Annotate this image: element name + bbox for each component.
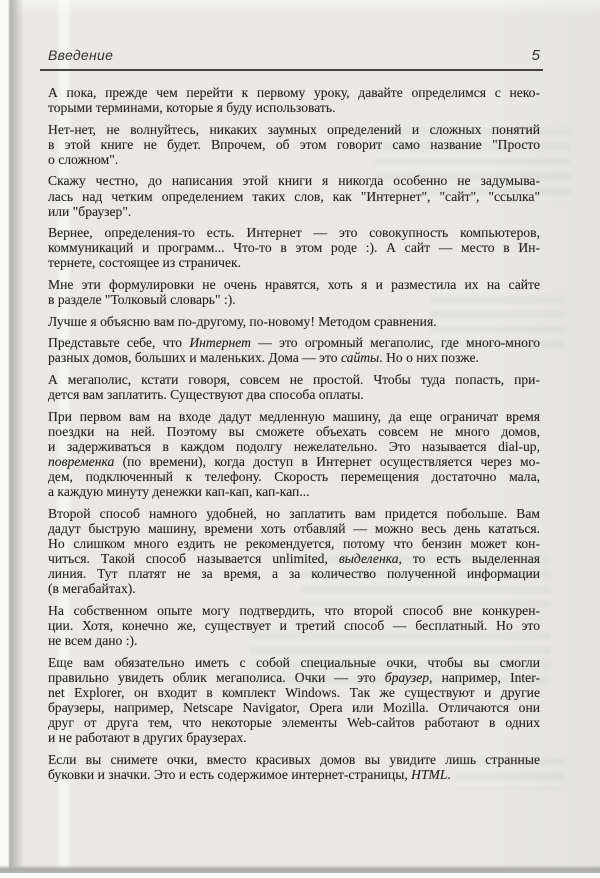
text-line: На собственном опыте могу подтвердить, что второй способ вне конкурен-: [48, 602, 540, 618]
text-line: Вернее, определения-то есть. Интернет — это совокупность компьютеров,: [48, 225, 540, 241]
text-line: лась над четким определением таких слов, как "Интернет", "сайт", "ссылка": [48, 188, 540, 204]
paragraph: [48, 655, 540, 746]
text-line: (в мегабайтах).: [48, 581, 136, 597]
text-line: браузеры, например, Netscape Navigator, Opera или Mozilla. Отличаются они: [48, 699, 540, 715]
text-line: Если вы снимете очки, вместо красивых домов вы увидите лишь странные: [48, 751, 540, 767]
text-line: Второй способ намного удобней, но заплатить вам придется побольше. Вам: [48, 505, 540, 521]
text-line: не всем дано :).: [48, 633, 138, 648]
text-line: ции. Хотя, конечно же, существует и третий способ — бесплатный. Но это: [48, 617, 540, 633]
text-line: поездки на ней. Поэтому вы сможете объехать совсем не много домов,: [48, 423, 540, 439]
text-line: Мне эти формулировки не очень нравятся, хоть я и разместила их на сайте: [48, 277, 540, 293]
text-line: друг от друга тем, что некоторые элементы Web-сайтов работают в одних: [48, 714, 540, 730]
text-line: тернете, состоящее из страничек.: [48, 255, 241, 271]
text-line: Лучше я объясню вам по-другому, по-новому! Методом сравнения.: [48, 313, 437, 329]
text-line: в разделе "Толковый словарь" :).: [48, 292, 236, 308]
text-line: в этой книге не будет. Впрочем, об этом говорит само название "Просто: [48, 136, 540, 152]
text-line: разных домов, больших и маленьких. Дома — это сайты. Но о них позже.: [48, 350, 479, 366]
text-line: читься. Такой способ называется unlimited, выделенка, то есть выделенная: [48, 551, 540, 567]
text-line: и задерживаться в каждом подолгу нежелательно. Это называется dial-up,: [48, 438, 540, 454]
text-line: и не работают в других браузерах.: [48, 730, 247, 746]
running-head-title: Введение: [48, 47, 114, 63]
paragraph: [48, 506, 540, 597]
page-header: [48, 0, 540, 64]
text-line: а каждую минуту денежки кап-кап, кап-кап...: [48, 484, 310, 500]
text-line: дадут быструю машину, времени хоть отбавляй — можно весь день кататься.: [48, 520, 540, 536]
paragraph: [48, 372, 540, 402]
text-line: Но слишком много ездить не рекомендуется, потому что бензин может кон-: [48, 535, 540, 551]
text-line: буковки и значки. Это и есть содержимое интернет-страницы, HTML.: [48, 766, 451, 782]
text-line: При первом вам на входе дадут медленную машину, да еще ограничат время: [48, 408, 540, 424]
text-line: Еще вам обязательно иметь с собой специальные очки, чтобы вы смогли: [48, 654, 540, 670]
text-line: net Explorer, он входит в комплект Windows. Так же существуют и другие: [48, 684, 540, 700]
text-line: коммуникаций и программ... Что-то в этом роде :). А сайт — место в Ин-: [48, 240, 540, 256]
header-rule: [40, 69, 543, 71]
paragraph: [48, 225, 540, 270]
text-line: А мегаполис, кстати говоря, совсем не простой. Чтобы туда попасть, при-: [48, 372, 540, 387]
text-line: или "браузер".: [48, 203, 132, 219]
paragraph: [48, 335, 540, 365]
text-line: торыми терминами, которые я буду использовать.: [48, 100, 336, 116]
page-body: [48, 85, 540, 782]
text-line: линия. Тут платят не за время, а за количество полученной информации: [48, 566, 540, 582]
paragraph: [48, 122, 540, 167]
text-line: Скажу честно, до написания этой книги я никогда особенно не задумыва-: [48, 173, 540, 189]
text-line: правильно увидеть облик мегаполиса. Очки — это браузер, например, Inter-: [48, 669, 540, 685]
paragraph: [48, 85, 540, 115]
text-line: дем, подключенный к телефону. Скорость перемещения достаточно мала,: [48, 469, 540, 485]
text-line: А пока, прежде чем перейти к первому уроку, давайте определимся с неко-: [48, 85, 540, 100]
text-line: Представьте себе, что Интернет — это огромный мегаполис, где много-много: [48, 335, 541, 351]
paragraph: [48, 409, 540, 500]
paragraph: [48, 277, 540, 307]
paragraph: [48, 173, 540, 218]
page-content: [48, 0, 540, 788]
text-line: Нет-нет, не волнуйтесь, никаких заумных определений и сложных понятий: [48, 121, 540, 137]
text-line: о сложном".: [48, 151, 119, 167]
paragraph: [48, 603, 540, 648]
paragraph: [48, 314, 540, 329]
paragraph: [48, 752, 540, 782]
text-line: дется вам заплатить. Существуют два способа оплаты.: [48, 387, 364, 403]
page-number: 5: [531, 47, 540, 64]
text-line: повременка (по времени), когда доступ в Интернет осуществляется через мо-: [48, 453, 540, 469]
